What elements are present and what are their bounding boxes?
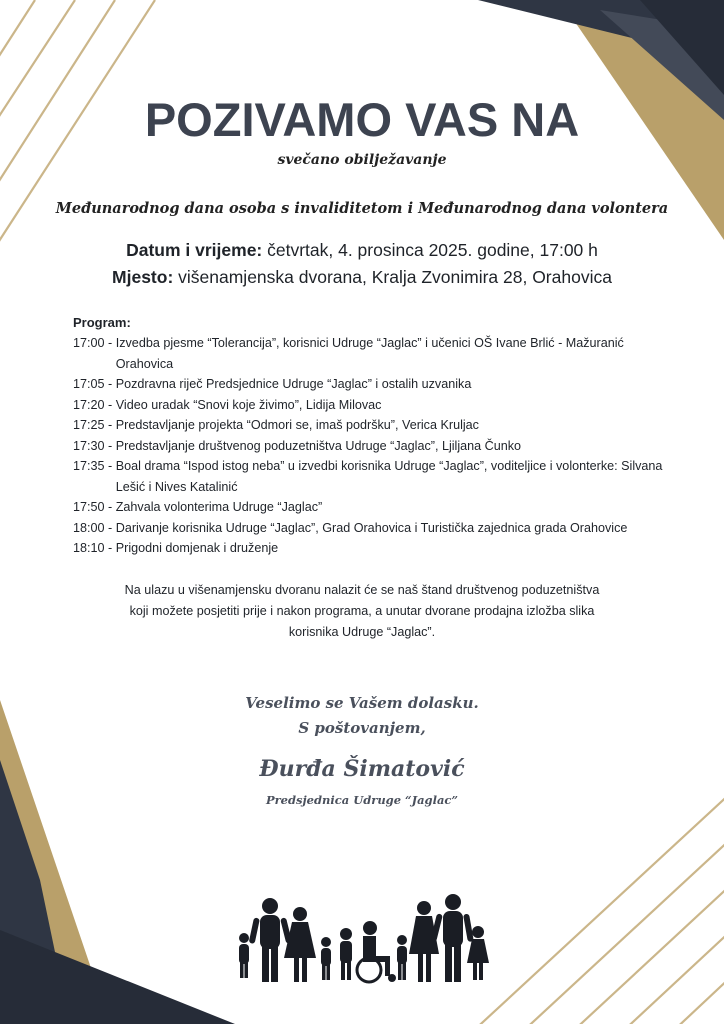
program-separator: - (104, 397, 116, 412)
program-separator: - (104, 500, 116, 514)
closing-regards: S poštovanjem, (298, 719, 426, 737)
program-item (73, 415, 673, 436)
datetime-label: Datum i vrijeme: (126, 240, 263, 260)
program-text: Predstavljanje društvenog poduzetništva Udruge “Jaglac”, Ljiljana Čunko (115, 438, 522, 453)
closing-greeting: Veselimo se Vašem dolasku. (245, 694, 479, 712)
place-line (0, 267, 724, 288)
signature-role: Predsjednica Udruge “Jaglac” (265, 793, 459, 807)
place-label: Mjesto: (112, 267, 174, 287)
signature-name: Đurđa Šimatović (259, 756, 465, 782)
program-item (73, 518, 673, 539)
page-title: POZIVAMO VAS NA (144, 93, 580, 146)
program-text: Zahvala volonterima Udruge “Jaglac” (115, 500, 323, 514)
program-separator: - (104, 459, 116, 473)
program-item (73, 333, 673, 374)
program-separator: - (104, 541, 116, 555)
program-item (73, 436, 673, 457)
program-item (73, 374, 673, 395)
info-note (0, 580, 724, 643)
program-text: Video uradak “Snovi koje živimo”, Lidija Milovac (115, 397, 382, 412)
program-time: 17:00 (73, 336, 105, 350)
program-separator: - (104, 336, 116, 350)
subtitle: svečano obilježavanje (277, 152, 447, 168)
place-value: višenamjenska dvorana, Kralja Zvonimira 28, Orahovica (173, 267, 612, 287)
datetime-value: četvrtak, 4. prosinca 2025. godine, 17:00 h (262, 240, 598, 260)
program-separator: - (104, 520, 116, 535)
program-text: Pozdravna riječ Predsjednice Udruge “Jaglac” i ostalih uzvanika (115, 377, 472, 391)
program-item (73, 456, 673, 497)
program-time: 17:20 (73, 397, 105, 412)
program-text: Boal drama “Ispod istog neba” u izvedbi korisnika Udruge “Jaglac”, voditeljice i volonterke: Silvana Lešić i Nives Katalinić (115, 459, 663, 494)
program-separator: - (104, 438, 116, 453)
program-time: 18:10 (73, 541, 105, 555)
family-silhouette-icon (232, 888, 492, 984)
program-time: 17:25 (73, 418, 105, 432)
program-separator: - (104, 418, 116, 432)
datetime-line (0, 240, 724, 261)
program-item (73, 538, 673, 559)
program-text: Predstavljanje projekta “Odmori se, imaš podršku”, Verica Kruljac (115, 418, 479, 432)
program-time: 17:30 (73, 438, 105, 453)
program-time: 18:00 (73, 520, 105, 535)
note-line: Na ulazu u višenamjensku dvoranu nalazit će se naš štand društvenog poduzetništva (124, 583, 600, 597)
program-label: Program: (73, 315, 131, 330)
program-text: Prigodni domjenak i druženje (115, 541, 279, 555)
program-text: Darivanje korisnika Udruge “Jaglac”, Grad Orahovica i Turistička zajednica grada Orahovice (115, 520, 628, 535)
program-time: 17:50 (73, 500, 105, 514)
program-time: 17:05 (73, 377, 105, 391)
bottom-right-stripes (470, 790, 724, 1024)
occasion-title: Međunarodnog dana osoba s invaliditetom i Međunarodnog dana volontera (55, 200, 669, 217)
program-text: Izvedba pjesme “Tolerancija”, korisnici Udruge “Jaglac” i učenici OŠ Ivane Brlić - Mažuranić Orahovica (115, 336, 624, 371)
program-item (73, 497, 673, 518)
program-section (73, 315, 673, 559)
program-item (73, 395, 673, 416)
program-time: 17:35 (73, 459, 105, 473)
program-separator: - (104, 377, 116, 391)
note-line: korisnika Udruge “Jaglac”. (288, 625, 436, 639)
note-line: koji možete posjetiti prije i nakon programa, a unutar dvorane prodajna izložba slika (129, 604, 595, 618)
